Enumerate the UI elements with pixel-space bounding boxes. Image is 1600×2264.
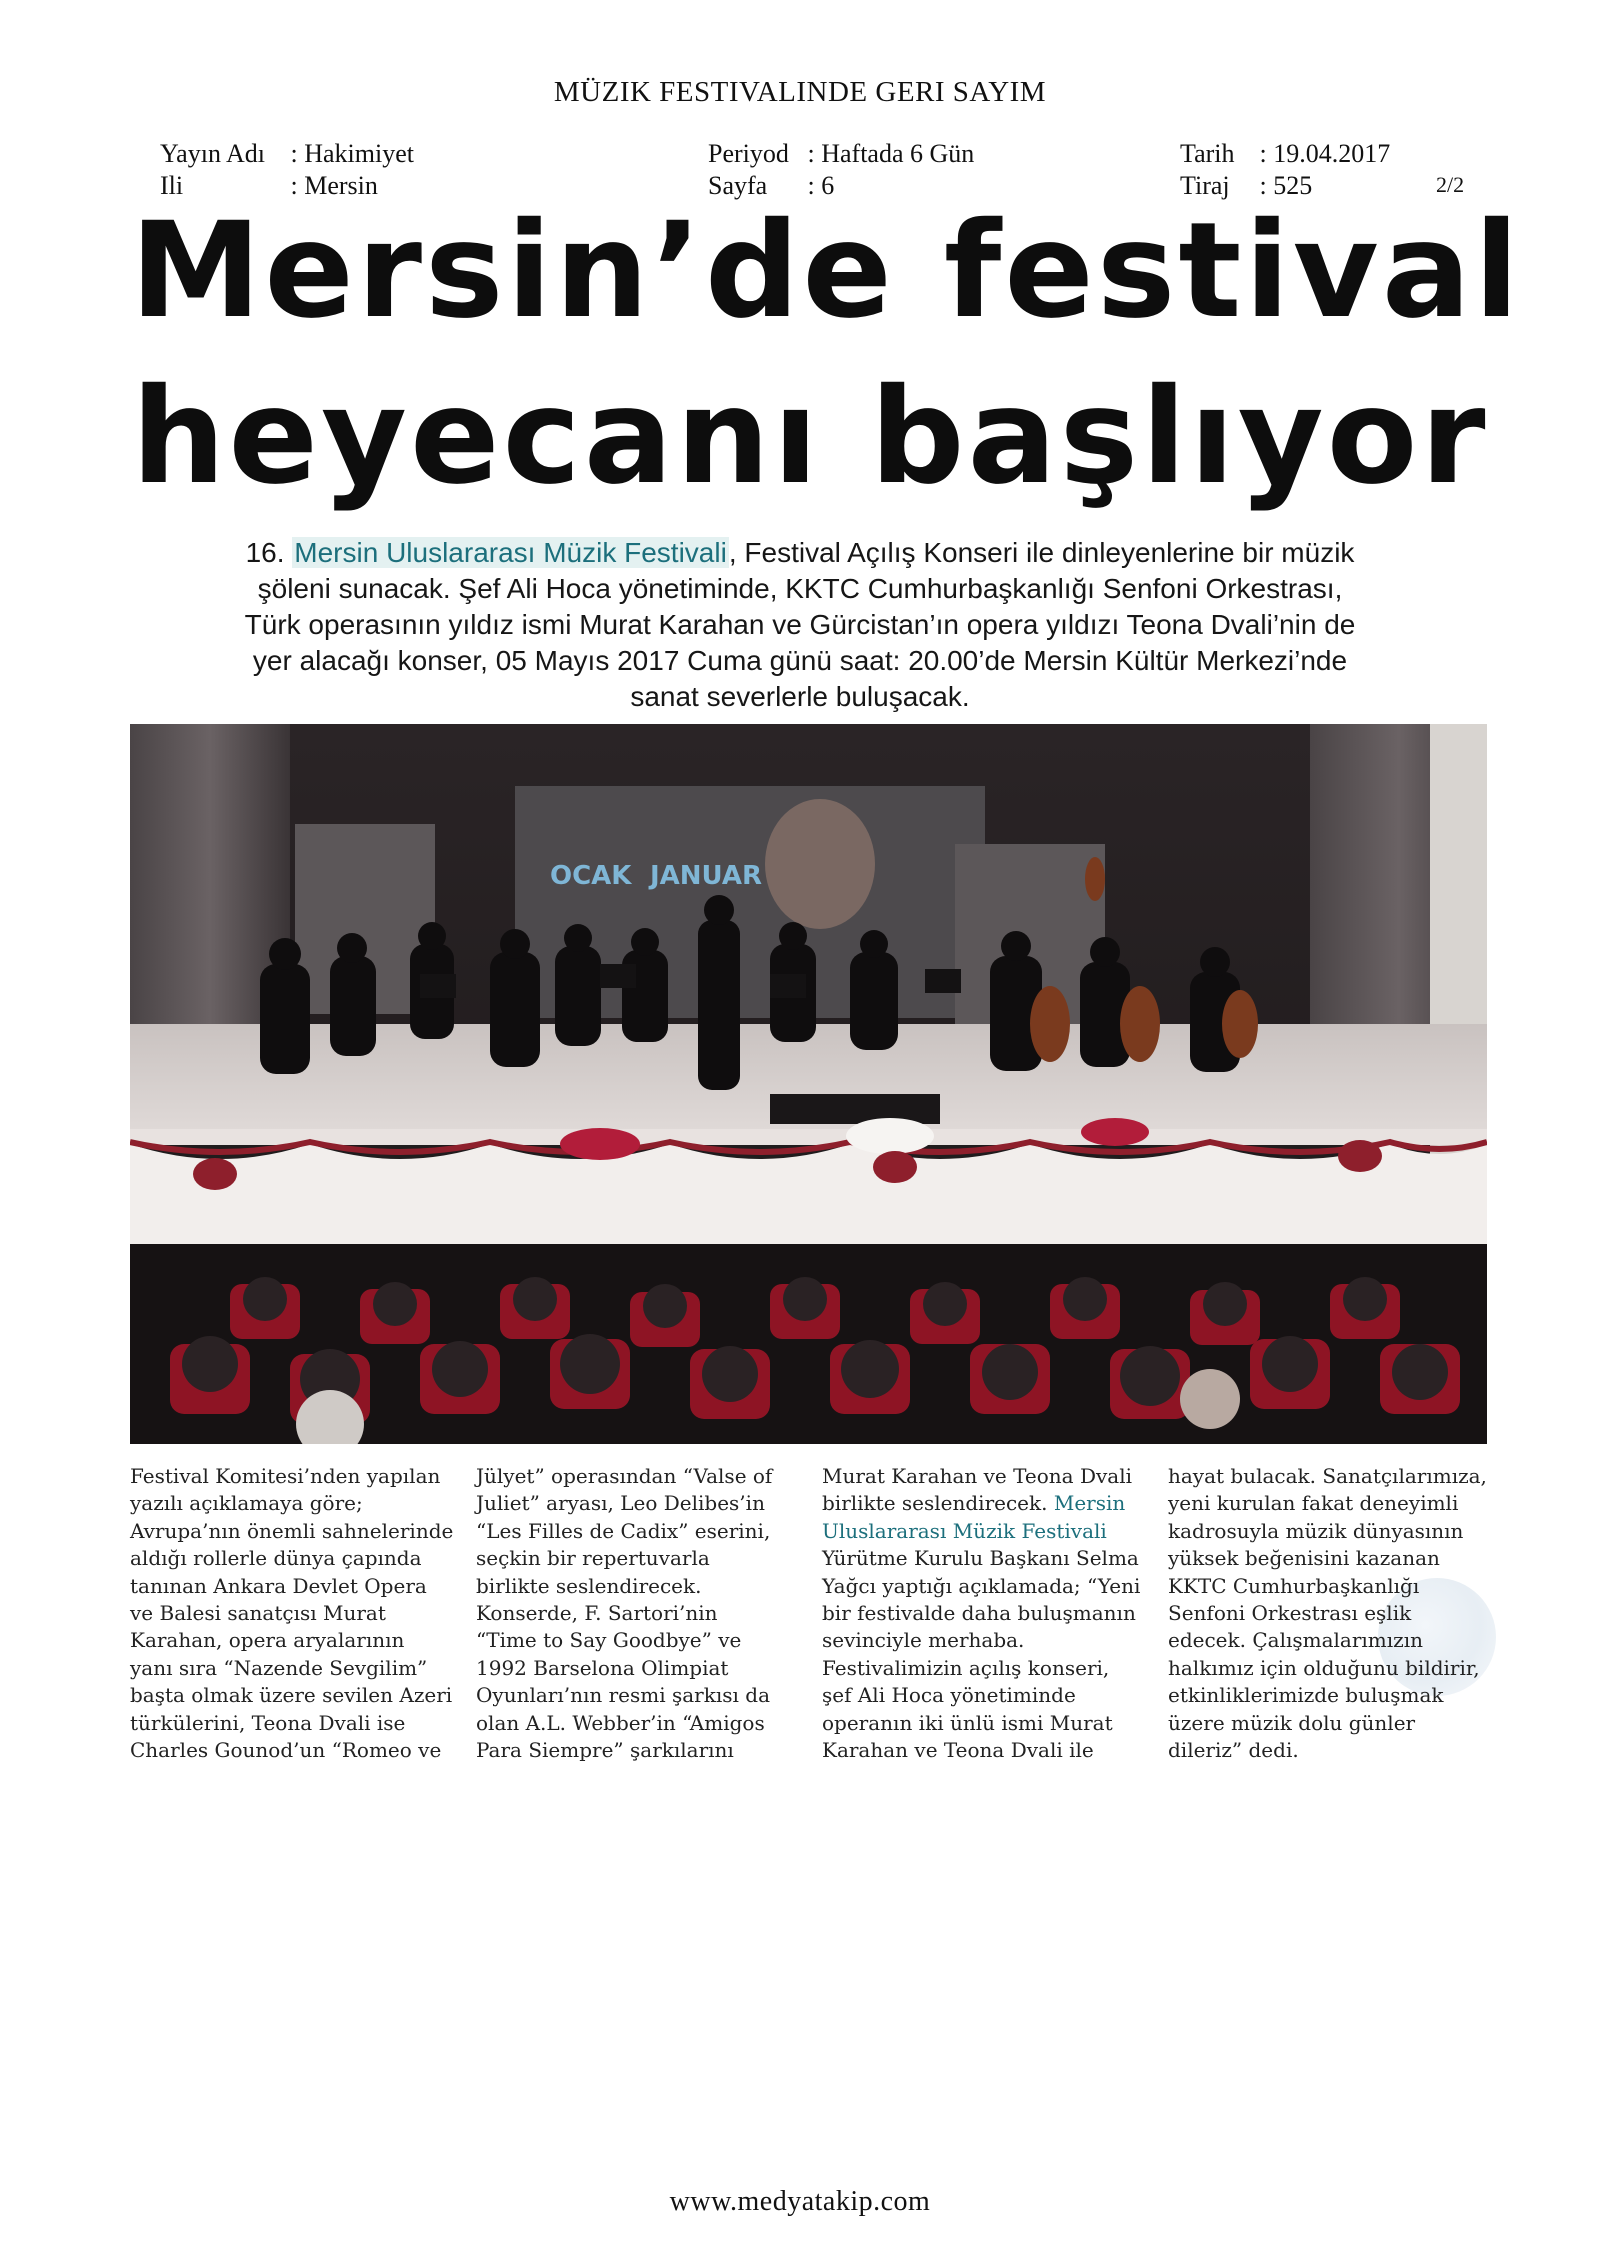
- backdrop-text-right: JANUAR: [650, 861, 763, 891]
- lead-paragraph: [120, 535, 1480, 715]
- column-line: Yürütme Kurulu Başkanı Selma: [822, 1546, 1139, 1571]
- column-line: başta olmak üzere sevilen Azeri: [130, 1683, 453, 1708]
- column-line: sevinciyle merhaba.: [822, 1628, 1025, 1653]
- page-label: Sayfa: [708, 171, 768, 200]
- column-line: Konserde, F. Sartori’nin: [476, 1601, 718, 1626]
- festival-highlight: Mersin: [1053, 1491, 1126, 1516]
- period-label: Periyod: [708, 139, 789, 168]
- date-label: Tarih: [1180, 139, 1235, 168]
- column-line: Murat Karahan ve Teona Dvali: [822, 1464, 1132, 1488]
- text-column-2: [476, 1463, 786, 1764]
- column-line: hayat bulacak. Sanatçılarımıza,: [1168, 1464, 1487, 1488]
- text-column-1: [130, 1463, 454, 1764]
- column-line: yüksek beğenisini kazanan: [1168, 1546, 1440, 1571]
- column-line: kadrosuyla müzik dünyasının: [1168, 1518, 1464, 1543]
- circulation-label: Tiraj: [1180, 171, 1230, 200]
- column-line: ve Balesi sanatçısı Murat: [130, 1601, 386, 1626]
- column-line: etkinliklerimizde buluşmak: [1168, 1683, 1444, 1708]
- lead-line-4: yer alacağı konser, 05 Mayıs 2017 Cuma günü saat: 20.00’de Mersin Kültür Merkezi’nde: [252, 645, 1348, 676]
- column-line: şef Ali Hoca yönetiminde: [822, 1683, 1076, 1708]
- conductor: [698, 920, 740, 1090]
- page-count: 2/2: [1436, 172, 1465, 197]
- lead-line-2: şöleni sunacak. Şef Ali Hoca yönetiminde, KKTC Cumhurbaşkanlığı Senfoni Orkestrası,: [257, 573, 1343, 604]
- column-line: KKTC Cumhurbaşkanlığı: [1168, 1573, 1420, 1598]
- lead-text: 16.: [245, 537, 293, 568]
- headline: [130, 188, 1523, 520]
- column-line: olan A.L. Webber’in “Amigos: [476, 1710, 765, 1735]
- publication-label: Yayın Adı: [160, 139, 266, 168]
- column-line: tanınan Ankara Devlet Opera: [130, 1573, 427, 1598]
- column-line: Jülyet” operasından “Valse of: [476, 1464, 773, 1488]
- lead-line-1: [120, 535, 1480, 571]
- column-line: aldığı rollerle dünya çapında: [130, 1546, 422, 1571]
- festival-highlight: Uluslararası Müzik Festivali: [822, 1518, 1107, 1543]
- column-line: Avrupa’nın önemli sahnelerinde: [130, 1518, 454, 1543]
- text-column-3: [822, 1463, 1141, 1764]
- publication-value: : Hakimiyet: [290, 139, 414, 168]
- column-line: [822, 1490, 1132, 1517]
- column-line: operanın iki ünlü ismi Murat: [822, 1710, 1113, 1735]
- concert-photo-illustration: [130, 724, 1487, 1444]
- column-line: edecek. Çalışmalarımızın: [1168, 1628, 1423, 1653]
- column-line: birlikte seslendirecek.: [476, 1573, 702, 1598]
- column-line: seçkin bir repertuvarla: [476, 1546, 710, 1571]
- page-value: : 6: [807, 171, 835, 200]
- column-line: halkımız için olduğunu bildirir,: [1168, 1655, 1480, 1680]
- column-line: dileriz” dedi.: [1168, 1738, 1299, 1763]
- circulation-value: : 525: [1259, 171, 1313, 200]
- column-line: yeni kurulan fakat deneyimli: [1168, 1491, 1459, 1516]
- lead-text: , Festival Açılış Konseri ile dinleyenlerine bir müzik: [728, 537, 1355, 568]
- column-line: Festivalimizin açılış konseri,: [822, 1655, 1110, 1680]
- portrait-on-backdrop: [765, 799, 875, 929]
- headline-line-2: heyecanı başlıyor: [131, 360, 1489, 514]
- festival-highlight: Mersin Uluslararası Müzik Festivali: [294, 537, 727, 568]
- stage-drape: [130, 1144, 1487, 1244]
- column-line: “Les Filles de Cadix” eserini,: [476, 1518, 771, 1543]
- column-line: bir festivalde daha buluşmanın: [822, 1601, 1136, 1626]
- column-text: birlikte seslendirecek.: [822, 1491, 1054, 1516]
- column-line: üzere müzik dolu günler: [1168, 1710, 1416, 1735]
- column-line: yazılı açıklamaya göre;: [130, 1491, 363, 1516]
- podium: [770, 1094, 940, 1124]
- column-line: “Time to Say Goodbye” ve: [476, 1628, 742, 1653]
- column-line: Karahan, opera aryalarının: [130, 1628, 405, 1653]
- backdrop-text-left: OCAK: [550, 861, 632, 891]
- lead-line-3: Türk operasının yıldız ismi Murat Karahan ve Gürcistan’ın opera yıldızı Teona Dvali’nin de: [244, 609, 1356, 640]
- column-line: Charles Gounod’un “Romeo ve: [130, 1738, 442, 1763]
- footer-url[interactable]: www.medyatakip.com: [669, 2186, 931, 2217]
- lead-line-5: sanat severlerle buluşacak.: [630, 681, 970, 712]
- column-line: Yağcı yaptığı açıklamada; “Yeni: [822, 1573, 1141, 1598]
- column-line: Oyunları’nın resmi şarkısı da: [476, 1683, 770, 1708]
- column-line: yanı sıra “Nazende Sevgilim”: [130, 1655, 428, 1680]
- text-column-4: [1168, 1463, 1487, 1764]
- column-line: türkülerini, Teona Dvali ise: [130, 1710, 406, 1735]
- date-value: : 19.04.2017: [1259, 139, 1391, 168]
- column-line: Festival Komitesi’nden yapılan: [130, 1464, 441, 1488]
- column-line: Senfoni Orkestrası eşlik: [1168, 1601, 1412, 1626]
- page-title: MÜZIK FESTIVALINDE GERI SAYIM: [553, 76, 1047, 108]
- column-line: Para Siempre” şarkılarını: [476, 1738, 734, 1763]
- city-value: : Mersin: [290, 171, 378, 200]
- concert-photo: [130, 724, 1487, 1444]
- column-line: Juliet” aryası, Leo Delibes’in: [476, 1491, 765, 1516]
- column-line: 1992 Barselona Olimpiat: [476, 1655, 729, 1680]
- column-line: Karahan ve Teona Dvali ile: [822, 1738, 1094, 1763]
- period-value: : Haftada 6 Gün: [807, 139, 975, 168]
- headline-line-1: Mersin’de festival: [130, 194, 1523, 348]
- city-label: Ili: [160, 171, 184, 200]
